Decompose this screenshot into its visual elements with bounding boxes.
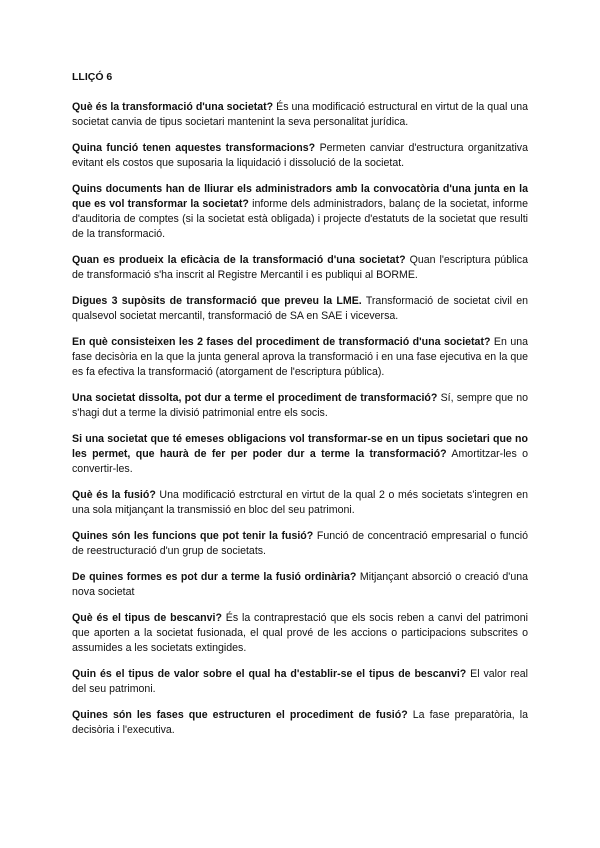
answer: És la contraprestació que els socis reben a canvi del patrimoni que aporten a la societat fusionada, el qual prové de les accions o participacions subscrites o assumides a les societats extingides. [72,612,528,654]
qa-item [72,611,528,656]
answer: En una fase decisòria en la que la junta general aprova la transformació i en una fase ejecutiva en la que es fa efectiva la transformació (atorgament de l'escriptura pública). [72,336,528,378]
answer: Quan l'escriptura pública de transformació s'ha inscrit al Registre Mercantil i es publiqui al BORME. [72,254,528,281]
answer: Mitjançant absorció o creació d'una nova societat [72,571,528,598]
qa-item [72,294,528,324]
question: Si una societat que té emeses obligacions vol transformar-se en un tipus societari que no les permet, que haurà de fer per poder dur a terme la transformació? [72,433,528,460]
qa-item [72,335,528,380]
answer: informe dels administradors, balanç de la societat, informe d'auditoria de comptes (si la societat està obligada) i projecte d'estatuts de la societat que resulti de la transformació. [72,198,528,240]
question: Què és el tipus de bescanvi? [72,612,222,624]
question: Què és la transformació d'una societat? [72,101,274,113]
qa-item [72,570,528,600]
question: Quines són les funcions que pot tenir la fusió? [72,530,314,542]
answer: Permeten canviar d'estructura organitzativa evitant els costos que suposaria la liquidació i dissolució de la societat. [72,142,528,169]
qa-item [72,708,528,738]
qa-item [72,488,528,518]
answer: Una modificació estrctural en virtut de la qual 2 o més societats s'integren en una sola mitjançant la transmissió en bloc del seu patrimoni. [72,489,529,516]
answer: Funció de concentració empresarial o funció de reestructuració d'un grup de societats. [72,530,528,557]
qa-item [72,432,528,477]
question: Quines són les fases que estructuren el procediment de fusió? [72,709,408,721]
qa-item [72,391,528,421]
answer: Amortitzar-les o convertir-les. [72,448,528,475]
question: Quan es produeix la eficàcia de la transformació d'una societat? [72,254,406,266]
qa-item [72,182,528,242]
question: Què és la fusió? [72,489,156,501]
qa-item [72,529,528,559]
question: En què consisteixen les 2 fases del procediment de transformació d'una societat? [72,336,491,348]
qa-item [72,141,528,171]
question: Quina funció tenen aquestes transformacions? [72,142,316,154]
question: De quines formes es pot dur a terme la fusió ordinària? [72,571,357,583]
qa-item [72,100,528,130]
lesson-title: LLIÇÓ 6 [72,71,113,83]
answer: Sí, sempre que no s'hagi dut a terme la divisió patrimonial entre els socis. [72,392,528,419]
answer: El valor real del seu patrimoni. [72,668,528,695]
qa-item [72,667,528,697]
question: Quins documents han de lliurar els administradors amb la convocatòria d'una junta en la que es vol transformar la societat? [72,183,528,210]
answer: Transformació de societat civil en qualsevol societat mercantil, transformació de SA en SAE i viceversa. [72,295,528,322]
answer: És una modificació estructural en virtut de la qual una societat canvia de tipus societari mantenint la seva personalitat jurídica. [72,101,528,128]
question: Quin és el tipus de valor sobre el qual ha d'establir-se el tipus de bescanvi? [72,668,467,680]
answer: La fase preparatòria, la decisòria i l'executiva. [72,709,528,736]
qa-item [72,253,528,283]
question: Una societat dissolta, pot dur a terme el procediment de transformació? [72,392,438,404]
question: Digues 3 supòsits de transformació que preveu la LME. [72,295,362,307]
